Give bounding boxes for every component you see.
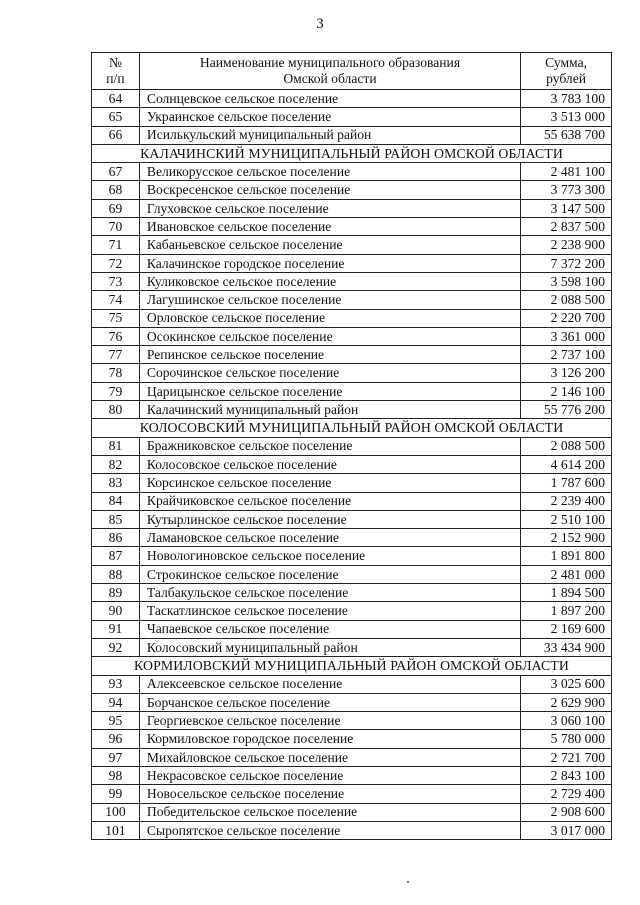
table-row xyxy=(92,730,612,748)
row-sum: 1 891 800 xyxy=(521,547,612,565)
row-number: 96 xyxy=(92,730,140,748)
row-number: 68 xyxy=(92,181,140,199)
region-title: КОРМИЛОВСКИЙ МУНИЦИПАЛЬНЫЙ РАЙОН ОМСКОЙ ОБЛАСТИ xyxy=(92,657,612,675)
row-name: Солнцевское сельское поселение xyxy=(139,90,520,108)
row-number: 87 xyxy=(92,547,140,565)
row-sum: 3 025 600 xyxy=(521,675,612,693)
row-name: Глуховское сельское поселение xyxy=(139,199,520,217)
row-name: Некрасовское сельское поселение xyxy=(139,766,520,784)
header-number xyxy=(92,53,140,90)
row-name: Строкинское сельское поселение xyxy=(139,565,520,583)
row-sum: 3 783 100 xyxy=(521,90,612,108)
row-number: 67 xyxy=(92,163,140,181)
row-number: 91 xyxy=(92,620,140,638)
scan-speck xyxy=(407,881,409,883)
row-sum: 1 897 200 xyxy=(521,602,612,620)
table-row xyxy=(92,291,612,309)
row-number: 101 xyxy=(92,821,140,839)
row-sum: 2 837 500 xyxy=(521,218,612,236)
row-number: 100 xyxy=(92,803,140,821)
table-body xyxy=(92,90,612,840)
row-name: Куликовское сельское поселение xyxy=(139,272,520,290)
table-row xyxy=(92,218,612,236)
row-number: 82 xyxy=(92,455,140,473)
row-sum: 2 088 500 xyxy=(521,291,612,309)
row-name: Царицынское сельское поселение xyxy=(139,382,520,400)
row-number: 73 xyxy=(92,272,140,290)
table-row xyxy=(92,584,612,602)
row-sum: 2 169 600 xyxy=(521,620,612,638)
row-name: Кормиловское городское поселение xyxy=(139,730,520,748)
row-name: Крайчиковское сельское поселение xyxy=(139,492,520,510)
row-sum: 2 239 400 xyxy=(521,492,612,510)
row-name: Победительское сельское поселение xyxy=(139,803,520,821)
row-name: Михайловское сельское поселение xyxy=(139,748,520,766)
row-sum: 2 908 600 xyxy=(521,803,612,821)
header-sum-line1: Сумма, xyxy=(545,55,587,71)
row-name: Сыропятское сельское поселение xyxy=(139,821,520,839)
table-row xyxy=(92,620,612,638)
row-sum: 2 629 900 xyxy=(521,693,612,711)
region-title: КОЛОСОВСКИЙ МУНИЦИПАЛЬНЫЙ РАЙОН ОМСКОЙ ОБЛАСТИ xyxy=(92,419,612,437)
row-name: Кутырлинское сельское поселение xyxy=(139,510,520,528)
row-sum: 2 146 100 xyxy=(521,382,612,400)
row-sum: 3 361 000 xyxy=(521,327,612,345)
row-number: 88 xyxy=(92,565,140,583)
row-sum: 3 513 000 xyxy=(521,108,612,126)
row-number: 66 xyxy=(92,126,140,144)
table-row xyxy=(92,236,612,254)
row-name: Орловское сельское поселение xyxy=(139,309,520,327)
row-name: Борчанское сельское поселение xyxy=(139,693,520,711)
row-number: 86 xyxy=(92,529,140,547)
table-row xyxy=(92,492,612,510)
table-row xyxy=(92,346,612,364)
table-row xyxy=(92,510,612,528)
table-row xyxy=(92,693,612,711)
header-name-line2: Омской области xyxy=(283,71,377,86)
row-name: Калачинское городское поселение xyxy=(139,254,520,272)
row-sum: 33 434 900 xyxy=(521,638,612,656)
row-name: Талбакульское сельское поселение xyxy=(139,584,520,602)
row-sum: 55 776 200 xyxy=(521,401,612,419)
table-row xyxy=(92,163,612,181)
table-header-row xyxy=(92,53,612,90)
table-row xyxy=(92,126,612,144)
table-row xyxy=(92,766,612,784)
row-name: Корсинское сельское поселение xyxy=(139,474,520,492)
row-number: 97 xyxy=(92,748,140,766)
row-number: 95 xyxy=(92,712,140,730)
row-name: Лагушинское сельское поселение xyxy=(139,291,520,309)
header-name-line1: Наименование муниципального образования xyxy=(199,55,461,71)
row-number: 77 xyxy=(92,346,140,364)
row-name: Репинское сельское поселение xyxy=(139,346,520,364)
row-name: Таскатлинское сельское поселение xyxy=(139,602,520,620)
table-row xyxy=(92,108,612,126)
row-name: Воскресенское сельское поселение xyxy=(139,181,520,199)
table-row xyxy=(92,638,612,656)
row-number: 65 xyxy=(92,108,140,126)
table-row xyxy=(92,529,612,547)
row-sum: 3 598 100 xyxy=(521,272,612,290)
row-number: 84 xyxy=(92,492,140,510)
region-header-row xyxy=(92,144,612,162)
region-header-row xyxy=(92,657,612,675)
table-row xyxy=(92,437,612,455)
row-number: 83 xyxy=(92,474,140,492)
table-row xyxy=(92,602,612,620)
row-number: 74 xyxy=(92,291,140,309)
header-sum xyxy=(521,53,612,90)
row-sum: 2 481 000 xyxy=(521,565,612,583)
row-number: 76 xyxy=(92,327,140,345)
row-name: Бражниковское сельское поселение xyxy=(139,437,520,455)
row-number: 79 xyxy=(92,382,140,400)
row-number: 69 xyxy=(92,199,140,217)
row-sum: 4 614 200 xyxy=(521,455,612,473)
table-row xyxy=(92,565,612,583)
row-number: 71 xyxy=(92,236,140,254)
row-name: Колосовский муниципальный район xyxy=(139,638,520,656)
row-number: 72 xyxy=(92,254,140,272)
row-name: Исилькульский муниципальный район xyxy=(139,126,520,144)
row-name: Алексеевское сельское поселение xyxy=(139,675,520,693)
region-header-row xyxy=(92,419,612,437)
table-row xyxy=(92,712,612,730)
row-number: 78 xyxy=(92,364,140,382)
table-row xyxy=(92,803,612,821)
header-number-line1: № xyxy=(108,55,122,71)
row-number: 89 xyxy=(92,584,140,602)
table-row xyxy=(92,547,612,565)
row-sum: 3 773 300 xyxy=(521,181,612,199)
row-name: Чапаевское сельское поселение xyxy=(139,620,520,638)
row-sum: 3 147 500 xyxy=(521,199,612,217)
row-sum: 5 780 000 xyxy=(521,730,612,748)
row-sum: 2 481 100 xyxy=(521,163,612,181)
row-number: 92 xyxy=(92,638,140,656)
table-row xyxy=(92,364,612,382)
row-sum: 2 510 100 xyxy=(521,510,612,528)
row-sum: 3 017 000 xyxy=(521,821,612,839)
table-row xyxy=(92,90,612,108)
header-sum-line2: рублей xyxy=(546,71,586,86)
row-number: 64 xyxy=(92,90,140,108)
row-number: 90 xyxy=(92,602,140,620)
row-name: Колосовское сельское поселение xyxy=(139,455,520,473)
row-sum: 2 729 400 xyxy=(521,785,612,803)
row-sum: 2 152 900 xyxy=(521,529,612,547)
table-row xyxy=(92,821,612,839)
row-number: 81 xyxy=(92,437,140,455)
row-name: Ламановское сельское поселение xyxy=(139,529,520,547)
row-number: 75 xyxy=(92,309,140,327)
row-sum: 3 060 100 xyxy=(521,712,612,730)
table-row xyxy=(92,309,612,327)
table-row xyxy=(92,181,612,199)
row-sum: 2 721 700 xyxy=(521,748,612,766)
table-row xyxy=(92,401,612,419)
row-sum: 1 894 500 xyxy=(521,584,612,602)
row-sum: 2 238 900 xyxy=(521,236,612,254)
row-name: Георгиевское сельское поселение xyxy=(139,712,520,730)
row-sum: 2 088 500 xyxy=(521,437,612,455)
row-number: 94 xyxy=(92,693,140,711)
row-number: 99 xyxy=(92,785,140,803)
table-row xyxy=(92,199,612,217)
row-number: 85 xyxy=(92,510,140,528)
row-name: Калачинский муниципальный район xyxy=(139,401,520,419)
table-row xyxy=(92,474,612,492)
table-row xyxy=(92,254,612,272)
row-number: 93 xyxy=(92,675,140,693)
table-row xyxy=(92,785,612,803)
table-row xyxy=(92,748,612,766)
table-row xyxy=(92,272,612,290)
row-sum: 3 126 200 xyxy=(521,364,612,382)
row-sum: 2 737 100 xyxy=(521,346,612,364)
row-name: Кабаньевское сельское поселение xyxy=(139,236,520,254)
header-name xyxy=(139,53,520,90)
header-number-line2: п/п xyxy=(106,71,125,86)
table-row xyxy=(92,382,612,400)
row-number: 98 xyxy=(92,766,140,784)
table-row xyxy=(92,327,612,345)
row-name: Ивановское сельское поселение xyxy=(139,218,520,236)
page-number: 3 xyxy=(316,16,324,32)
region-title: КАЛАЧИНСКИЙ МУНИЦИПАЛЬНЫЙ РАЙОН ОМСКОЙ ОБЛАСТИ xyxy=(92,144,612,162)
table-row xyxy=(92,455,612,473)
row-number: 70 xyxy=(92,218,140,236)
allocation-table xyxy=(91,52,612,840)
row-name: Сорочинское сельское поселение xyxy=(139,364,520,382)
table-row xyxy=(92,675,612,693)
row-name: Новосельское сельское поселение xyxy=(139,785,520,803)
row-sum: 2 220 700 xyxy=(521,309,612,327)
row-name: Новологиновское сельское поселение xyxy=(139,547,520,565)
row-name: Украинское сельское поселение xyxy=(139,108,520,126)
row-sum: 1 787 600 xyxy=(521,474,612,492)
row-sum: 2 843 100 xyxy=(521,766,612,784)
row-sum: 7 372 200 xyxy=(521,254,612,272)
row-name: Великорусское сельское поселение xyxy=(139,163,520,181)
row-sum: 55 638 700 xyxy=(521,126,612,144)
row-name: Осокинское сельское поселение xyxy=(139,327,520,345)
row-number: 80 xyxy=(92,401,140,419)
